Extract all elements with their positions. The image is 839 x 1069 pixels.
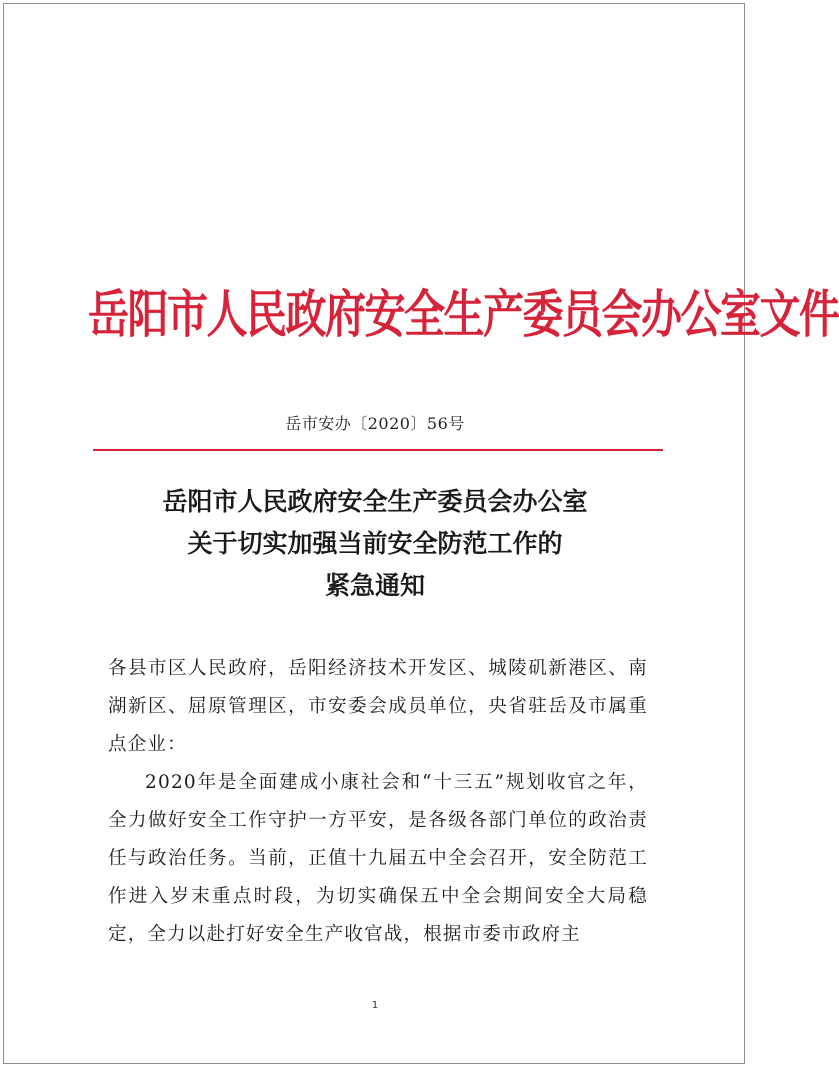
page-number: 1 <box>371 1000 379 1011</box>
notice-title-line-3: 紧急通知 <box>324 571 425 600</box>
notice-title-line-2: 关于切实加强当前安全防范工作的 <box>187 529 563 558</box>
addressee-list: 各县市区人民政府，岳阳经济技术开发区、城陵矶新港区、南湖新区、屈原管理区，市安委会成员单位，央省驻岳及市属重点企业： <box>108 658 648 755</box>
issuing-organization-header: 岳阳市人民政府安全生产委员会办公室文件 <box>88 284 839 345</box>
body-paragraph-1: 2020年是全面建成小康社会和“十三五”规划收官之年，全力做好安全工作守护一方平安，是各级各部门单位的政治责任与政治任务。当前，正值十九届五中全会召开，安全防范工作进入岁末重点时段，为切实确保五中全会期间安全大局稳定，全力以赴打好安全生产收官战，根据市委市政府主 <box>108 772 648 945</box>
notice-body <box>108 650 648 954</box>
red-divider-line <box>93 449 663 451</box>
notice-title <box>0 481 750 607</box>
notice-title-line-1: 岳阳市人民政府安全生产委员会办公室 <box>162 487 588 516</box>
document-number: 岳市安办〔2020〕56号 <box>285 414 465 433</box>
